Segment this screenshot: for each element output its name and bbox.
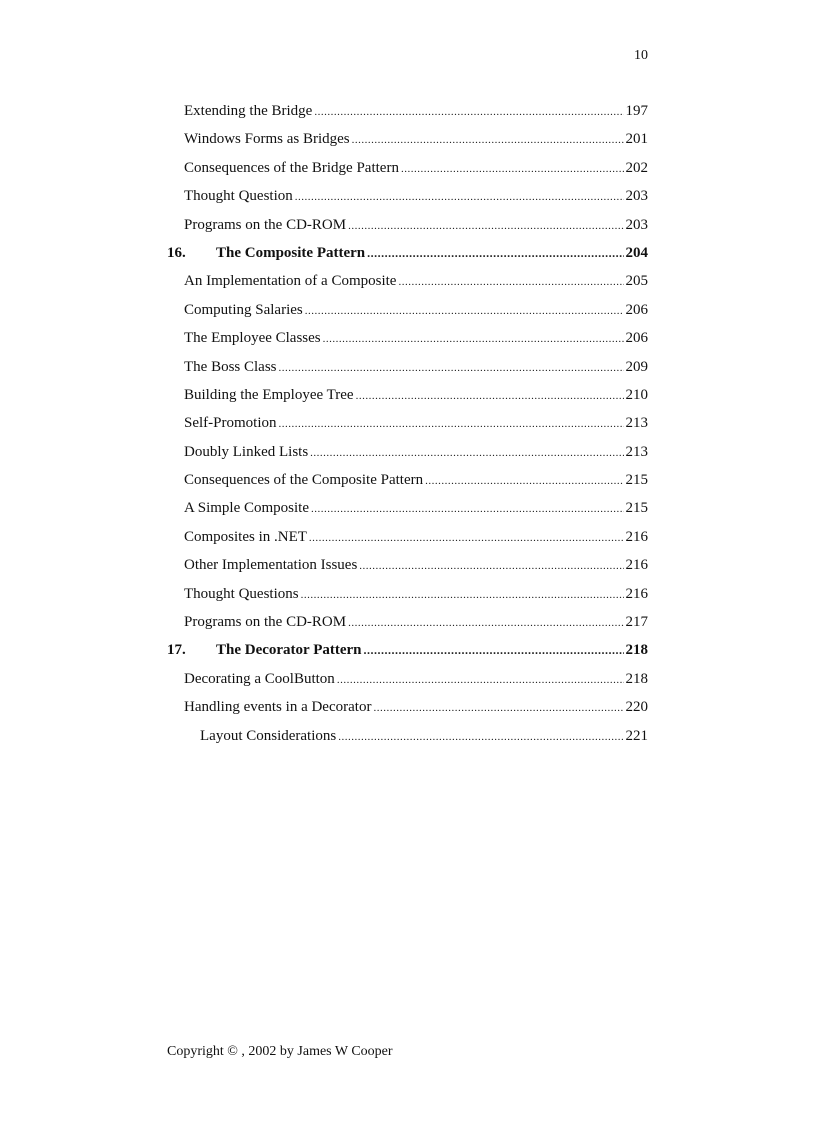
copyright-footer: Copyright © , 2002 by James W Cooper xyxy=(167,1044,393,1059)
dot-leader xyxy=(359,552,623,579)
toc-page-number: 204 xyxy=(625,244,648,261)
dot-leader xyxy=(364,636,624,664)
toc-chapter-entry[interactable] xyxy=(167,636,648,664)
toc-page-number: 202 xyxy=(625,159,648,176)
toc-entry-title: Computing Salaries xyxy=(184,301,303,318)
toc-entry[interactable] xyxy=(167,353,648,381)
toc-entry[interactable] xyxy=(167,722,648,750)
dot-leader xyxy=(356,382,624,409)
dot-leader xyxy=(352,126,624,153)
toc-entry[interactable] xyxy=(167,97,648,125)
toc-entry-title: Consequences of the Bridge Pattern xyxy=(184,159,399,176)
toc-chapter-number: 16. xyxy=(167,244,186,261)
toc-entry[interactable] xyxy=(167,182,648,210)
dot-leader xyxy=(301,581,624,608)
toc-entry-title: Decorating a CoolButton xyxy=(184,670,335,687)
dot-leader xyxy=(367,239,623,267)
toc-entry-title: Programs on the CD-ROM xyxy=(184,614,347,631)
toc-page-number: 213 xyxy=(625,443,648,460)
toc-entry-title: The Employee Classes xyxy=(184,330,321,347)
toc-page-number: 206 xyxy=(625,301,648,318)
toc-page-number: 215 xyxy=(625,472,648,489)
dot-leader xyxy=(314,98,623,125)
toc-entry-title: Extending the Bridge xyxy=(184,103,313,119)
toc-entry-title: Programs on the CD-ROM xyxy=(184,216,347,233)
toc-page-number: 203 xyxy=(625,188,648,205)
toc-entry[interactable] xyxy=(167,665,648,693)
toc-page-number: 201 xyxy=(625,131,648,148)
toc-entry[interactable] xyxy=(167,608,648,636)
toc-page-number: 218 xyxy=(625,670,648,687)
toc-entry-title: Layout Considerations xyxy=(200,727,337,744)
toc-entry-title: The Composite Pattern xyxy=(216,244,366,261)
toc-page-number: 220 xyxy=(625,699,648,716)
dot-leader xyxy=(279,354,624,381)
toc-page-number: 203 xyxy=(625,216,648,233)
toc-entry[interactable] xyxy=(167,551,648,579)
dot-leader xyxy=(310,439,623,466)
toc-entry-title: The Boss Class xyxy=(184,358,277,375)
toc-page-number: 218 xyxy=(625,642,648,659)
toc-entry-title: Building the Employee Tree xyxy=(184,386,354,403)
toc-entry[interactable] xyxy=(167,381,648,409)
dot-leader xyxy=(338,723,623,750)
toc-page-number: 210 xyxy=(625,386,648,403)
toc-page-number: 216 xyxy=(625,528,648,545)
dot-leader xyxy=(295,183,624,210)
dot-leader xyxy=(323,325,624,352)
dot-leader xyxy=(401,155,624,182)
toc-entry-title: Handling events in a Decorator xyxy=(184,699,372,716)
dot-leader xyxy=(279,410,624,437)
dot-leader xyxy=(348,609,623,636)
toc-entry-title: A Simple Composite xyxy=(184,500,310,517)
toc-entry-title: Composites in .NET xyxy=(184,528,307,545)
dot-leader xyxy=(311,495,623,522)
toc-page-number: 209 xyxy=(625,358,648,375)
toc-entry-title: Windows Forms as Bridges xyxy=(184,131,350,148)
toc-page-number: 197 xyxy=(625,103,648,119)
toc-entry-title: The Decorator Pattern xyxy=(216,642,362,659)
toc-entry-title: Self-Promotion xyxy=(184,415,277,432)
toc-entry[interactable] xyxy=(167,211,648,239)
toc-page-number: 206 xyxy=(625,330,648,347)
toc-page-number: 221 xyxy=(625,727,648,744)
toc-entry[interactable] xyxy=(167,580,648,608)
dot-leader xyxy=(425,467,623,494)
toc-entry[interactable] xyxy=(167,494,648,522)
toc-entry-title: Consequences of the Composite Pattern xyxy=(184,472,424,489)
table-of-contents xyxy=(167,97,648,750)
toc-page-number: 216 xyxy=(625,585,648,602)
toc-page-number: 216 xyxy=(625,557,648,574)
toc-entry[interactable] xyxy=(167,296,648,324)
toc-entry[interactable] xyxy=(167,154,648,182)
toc-entry-title: Doubly Linked Lists xyxy=(184,443,309,460)
toc-entry[interactable] xyxy=(167,438,648,466)
toc-entry-title: Thought Question xyxy=(184,188,293,205)
toc-entry[interactable] xyxy=(167,523,648,551)
toc-page-number: 217 xyxy=(625,614,648,631)
toc-chapter-number: 17. xyxy=(167,642,186,659)
toc-entry-title: Other Implementation Issues xyxy=(184,557,358,574)
dot-leader xyxy=(309,524,624,551)
dot-leader xyxy=(337,666,624,693)
page-number: 10 xyxy=(634,48,648,63)
toc-page-number: 213 xyxy=(625,415,648,432)
dot-leader xyxy=(373,694,623,721)
toc-entry[interactable] xyxy=(167,267,648,295)
dot-leader xyxy=(348,212,623,239)
toc-entry-title: An Implementation of a Composite xyxy=(184,273,397,290)
toc-entry[interactable] xyxy=(167,466,648,494)
toc-page-number: 205 xyxy=(625,273,648,290)
toc-entry-title: Thought Questions xyxy=(184,585,299,602)
toc-chapter-entry[interactable] xyxy=(167,239,648,267)
dot-leader xyxy=(398,268,623,295)
toc-page-number: 215 xyxy=(625,500,648,517)
dot-leader xyxy=(305,297,624,324)
toc-entry[interactable] xyxy=(167,409,648,437)
toc-entry[interactable] xyxy=(167,693,648,721)
toc-entry[interactable] xyxy=(167,125,648,153)
toc-entry[interactable] xyxy=(167,324,648,352)
